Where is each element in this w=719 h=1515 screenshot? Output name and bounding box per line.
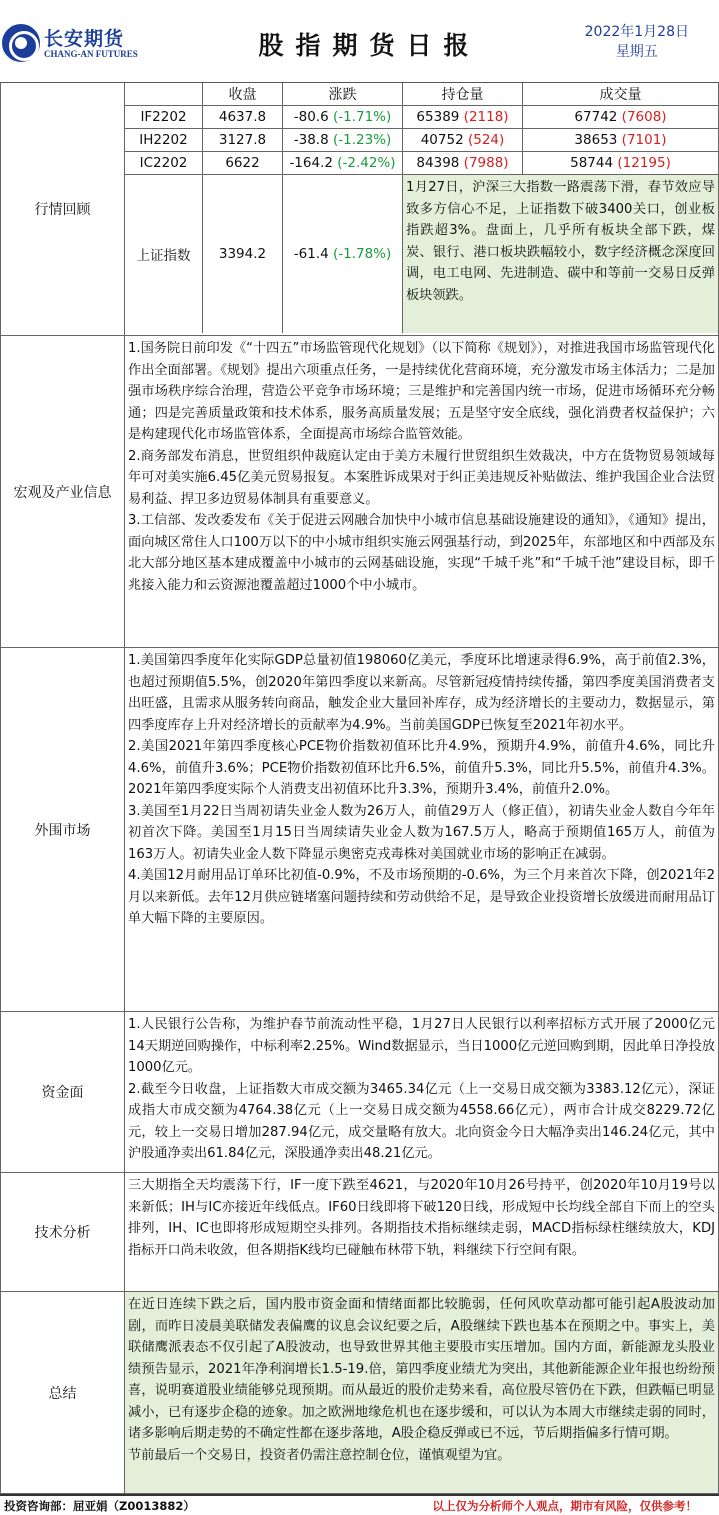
paragraph: 在近日连续下跌之后，国内股市资金面和情绪面都比较脆弱，任何风吹草动都可能引起A股波动加剧，而昨日凌晨美联储发表偏鹰的议息会议纪要之后，A股继续下跌也基本在预期之中。事实上，美联储鹰派表态不仅引起了A股波动，也导致世界其他主要股市实压增加。国内方面，新能源龙头股业绩预告显示，2021年净利润增长1.5-19.倍，第四季度业绩尤为突出，其他新能源企业年报也纷纷预喜，说明赛道股业绩能够兑现预期。而从最近的股价走势来看，高位股尽管仍在下跌，但跌幅已明显减小，已有逐步企稳的迹象。加之欧洲地缘危机也在逐步缓和，可以认为本周大市继续走弱的同时，诸多影响后期走势的不确定性都在逐步落地，A股企稳反弹或已不远，节后期指偏多行情可期。 bbox=[128, 1297, 715, 1441]
volume-value: 38653 bbox=[574, 132, 618, 148]
section-label-technical: 技术分析 bbox=[1, 1173, 125, 1291]
volume-cell bbox=[523, 106, 718, 128]
close-value: 6622 bbox=[203, 152, 283, 174]
col-header-volume: 成交量 bbox=[599, 87, 642, 103]
paragraph: 2.美国2021年第四季度核心PCE物价指数初值环比升4.9%，预期升4.9%，前值升4.6%，同比升4.6%，前值升3.6%；PCE物价指数初值环比升6.5%，前值升5.3%，同比升5.5%，前值升4.3%。2021年第四季度实际个人消费支出初值环比升3.3%，预期升3.4%，前值升2.0%。 bbox=[128, 739, 715, 797]
section-technical bbox=[0, 1173, 719, 1292]
report-date-block bbox=[585, 22, 689, 62]
sh-index-name: 上证指数 bbox=[125, 175, 203, 333]
oi-change: (524) bbox=[467, 132, 505, 148]
change-cell bbox=[283, 106, 403, 128]
report-header bbox=[0, 0, 719, 82]
paragraph: 节前最后一个交易日，投资者仍需注意控制仓位，谨慎观望为宜。 bbox=[128, 1447, 511, 1463]
logo-en-text: CHANG-AN FUTURES bbox=[44, 49, 138, 59]
paragraph: 3.美国至1月22日当周初请失业金人数为26万人，前值29万人（修正值），初请失业金人数自今年年初首次下降。美国至1月15日当周续请失业金人数为167.5万人，略高于预期值165万人，前值为163万人。初请失业金人数下降显示奥密克戎毒株对美国就业市场的影响正在减弱。 bbox=[128, 803, 715, 862]
report-weekday: 星期五 bbox=[615, 44, 658, 60]
paragraph: 2.商务部发布消息，世贸组织仲裁庭认定由于美方未履行世贸组织生效裁决，中方在货物贸易领域每年可对美实施6.45亿美元贸易报复。本案胜诉成果对于纠正美违规反补贴做法、维护我国企业合法贸易利益、捍卫多边贸易体制具有重要意义。 bbox=[128, 448, 715, 507]
paragraph: 2.截至今日收盘，上证指数大市成交额为3465.34亿元（上一交易日成交额为3383.12亿元），深证成指大市成交额为4764.38亿元（上一交易日成交额为4558.66亿元），两市合计成交8229.72亿元，较上一交易日增加287.94亿元，成交量略有放大。北向资金今日大幅净卖出146.24亿元，其中沪股通净卖出61.84亿元，深股通净卖出48.21亿元。 bbox=[128, 1081, 715, 1161]
summary-content bbox=[125, 1292, 718, 1493]
risk-disclaimer: 以上仅为分析师个人观点，期市有风险，仅供参考！ bbox=[432, 1498, 697, 1513]
sh-index-change-cell bbox=[283, 175, 403, 333]
change-value: -164.2 bbox=[289, 155, 333, 171]
oi-value: 84398 bbox=[416, 155, 460, 171]
oi-cell bbox=[403, 129, 523, 151]
change-value: -38.8 bbox=[293, 132, 329, 148]
report-date: 2022年1月28日 bbox=[584, 24, 689, 40]
oi-cell bbox=[403, 152, 523, 174]
funds-content bbox=[125, 1012, 718, 1172]
contract-name: IF2202 bbox=[125, 106, 203, 128]
table-row bbox=[125, 129, 718, 152]
section-market-review bbox=[0, 83, 719, 336]
contract-name: IH2202 bbox=[125, 129, 203, 151]
change-value: -80.6 bbox=[293, 109, 329, 125]
section-label-funds: 资金面 bbox=[1, 1012, 125, 1172]
oi-change: (7988) bbox=[463, 155, 509, 171]
sh-index-change-pct: (-1.78%) bbox=[332, 246, 392, 262]
sh-index-row bbox=[125, 175, 718, 333]
section-funds bbox=[0, 1012, 719, 1173]
market-comment: 1月27日，沪深三大指数一路震荡下滑，春节效应导致多方信心不足，上证指数下破3400关口，创业板指跌超3%。盘面上，几乎所有板块全部下跌，煤炭、银行、港口板块跌幅较小，数字经济概念深度回调，电工电网、先进制造、碳中和等前一交易日反弹板块领跌。 bbox=[403, 175, 718, 333]
section-macro bbox=[0, 336, 719, 648]
market-table-header bbox=[125, 83, 718, 106]
close-value: 3127.8 bbox=[203, 129, 283, 151]
change-cell bbox=[283, 152, 403, 174]
paragraph: 1.国务院日前印发《“十四五”市场监管现代化规划》（以下简称《规划》），对推进我国市场监管现代化作出全面部署。《规划》提出六项重点任务，一是持续优化营商环境，充分激发市场主体活力；二是加强市场秩序综合治理，营造公平竞争市场环境；三是维护和完善国内统一市场，促进市场循环充分畅通；四是完善质量政策和技术体系，服务高质量发展；五是坚守安全底线，强化消费者权益保护；六是构建现代化市场监管体系，全面提高市场综合监管效能。 bbox=[128, 341, 715, 442]
oi-change: (2118) bbox=[463, 109, 509, 125]
section-label-market: 行情回顾 bbox=[1, 83, 125, 335]
change-pct: (-1.71%) bbox=[332, 109, 392, 125]
table-row bbox=[125, 106, 718, 129]
report-grid bbox=[0, 82, 719, 1494]
overseas-content bbox=[125, 648, 718, 1011]
change-pct: (-2.42%) bbox=[337, 155, 396, 171]
paragraph: 1.人民银行公告称，为维护春节前流动性平稳，1月27日人民银行以利率招标方式开展了2000亿元14天期逆回购操作，中标利率2.25%。Wind数据显示，当日1000亿元逆回购到期，因此单日净投放1000亿元。 bbox=[128, 1017, 715, 1075]
col-header-open-interest: 持仓量 bbox=[403, 83, 523, 105]
report-footer bbox=[0, 1494, 719, 1515]
section-label-macro: 宏观及产业信息 bbox=[1, 336, 125, 647]
close-value: 4637.8 bbox=[203, 106, 283, 128]
section-overseas bbox=[0, 648, 719, 1012]
section-label-overseas: 外围市场 bbox=[1, 648, 125, 1011]
sh-index-change: -61.4 bbox=[293, 246, 329, 262]
oi-value: 65389 bbox=[416, 109, 460, 125]
volume-change: (7101) bbox=[621, 132, 667, 148]
col-header-change: 涨跌 bbox=[283, 83, 403, 105]
section-summary bbox=[0, 1292, 719, 1494]
oi-cell bbox=[403, 106, 523, 128]
change-pct: (-1.23%) bbox=[332, 132, 392, 148]
logo-cn-text: 长安期货 bbox=[44, 28, 125, 50]
col-header-close: 收盘 bbox=[203, 83, 283, 105]
paragraph: 三大期指全天均震荡下行，IF一度下跌至4621，与2020年10月26号持平，创2020年10月19号以来新低；IH与IC亦接近年线低点。IF60日线即将下破120日线，形成短中长均线全部自下而上的空头排列，IH、IC也即将形成短期空头排列。各期指技术指标继续走弱，MACD指标绿柱继续放大，KDJ指标开口尚未收敛，但各期指K线均已碰触布林带下轨，料继续下行空间有限。 bbox=[128, 1178, 715, 1258]
sh-index-close: 3394.2 bbox=[203, 175, 283, 333]
market-table bbox=[125, 83, 718, 335]
oi-value: 40752 bbox=[420, 132, 464, 148]
volume-cell bbox=[523, 152, 718, 174]
paragraph: 1.美国第四季度年化实际GDP总量初值198060亿美元，季度环比增速录得6.9%，高于前值2.3%，也超过预期值5.5%，创2020年第四季度以来新高。尽管新冠疫情持续传播，第四季度美国消费者支出旺盛，且需求从服务转向商品，触发企业大量回补库存，成为经济增长的主要动力，数据显示，第四季度库存上升对经济增长的贡献率为4.9%。当前美国GDP已恢复至2021年初水平。 bbox=[128, 653, 715, 733]
col-header-name bbox=[125, 83, 203, 105]
contract-name: IC2202 bbox=[125, 152, 203, 174]
volume-value: 58744 bbox=[570, 155, 614, 171]
table-row bbox=[125, 152, 718, 175]
volume-cell bbox=[523, 129, 718, 151]
analyst-credit: 投资咨询部：屈亚娟（Z0013882） bbox=[4, 1498, 195, 1513]
macro-content bbox=[125, 336, 718, 647]
volume-value: 67742 bbox=[574, 109, 618, 125]
volume-change: (12195) bbox=[617, 155, 671, 171]
volume-change: (7608) bbox=[621, 109, 667, 125]
change-cell bbox=[283, 129, 403, 151]
section-label-summary: 总结 bbox=[1, 1292, 125, 1493]
paragraph: 4.美国12月耐用品订单环比初值-0.9%，不及市场预期的-0.6%，为三个月来首次下降，创2021年2月以来新低。去年12月供应链堵塞问题持续和劳动供给不足，是导致企业投资增长放缓进而耐用品订单大幅下降的主要原因。 bbox=[128, 868, 715, 926]
report-title: 股指期货日报 bbox=[258, 31, 481, 60]
technical-content bbox=[125, 1173, 718, 1291]
paragraph: 3.工信部、发改委发布《关于促进云网融合加快中小城市信息基础设施建设的通知》，《通知》提出，面向城区常住人口100万以下的中小城市组织实施云网强基行动，到2025年，东部地区和中西部及东北大部分地区基本建成覆盖中小城市的云网基础设施，实现“千城千兆”和“千城千池”建设目标，即千兆接入能力和云资源池覆盖超过1000个中小城市。 bbox=[128, 513, 715, 593]
